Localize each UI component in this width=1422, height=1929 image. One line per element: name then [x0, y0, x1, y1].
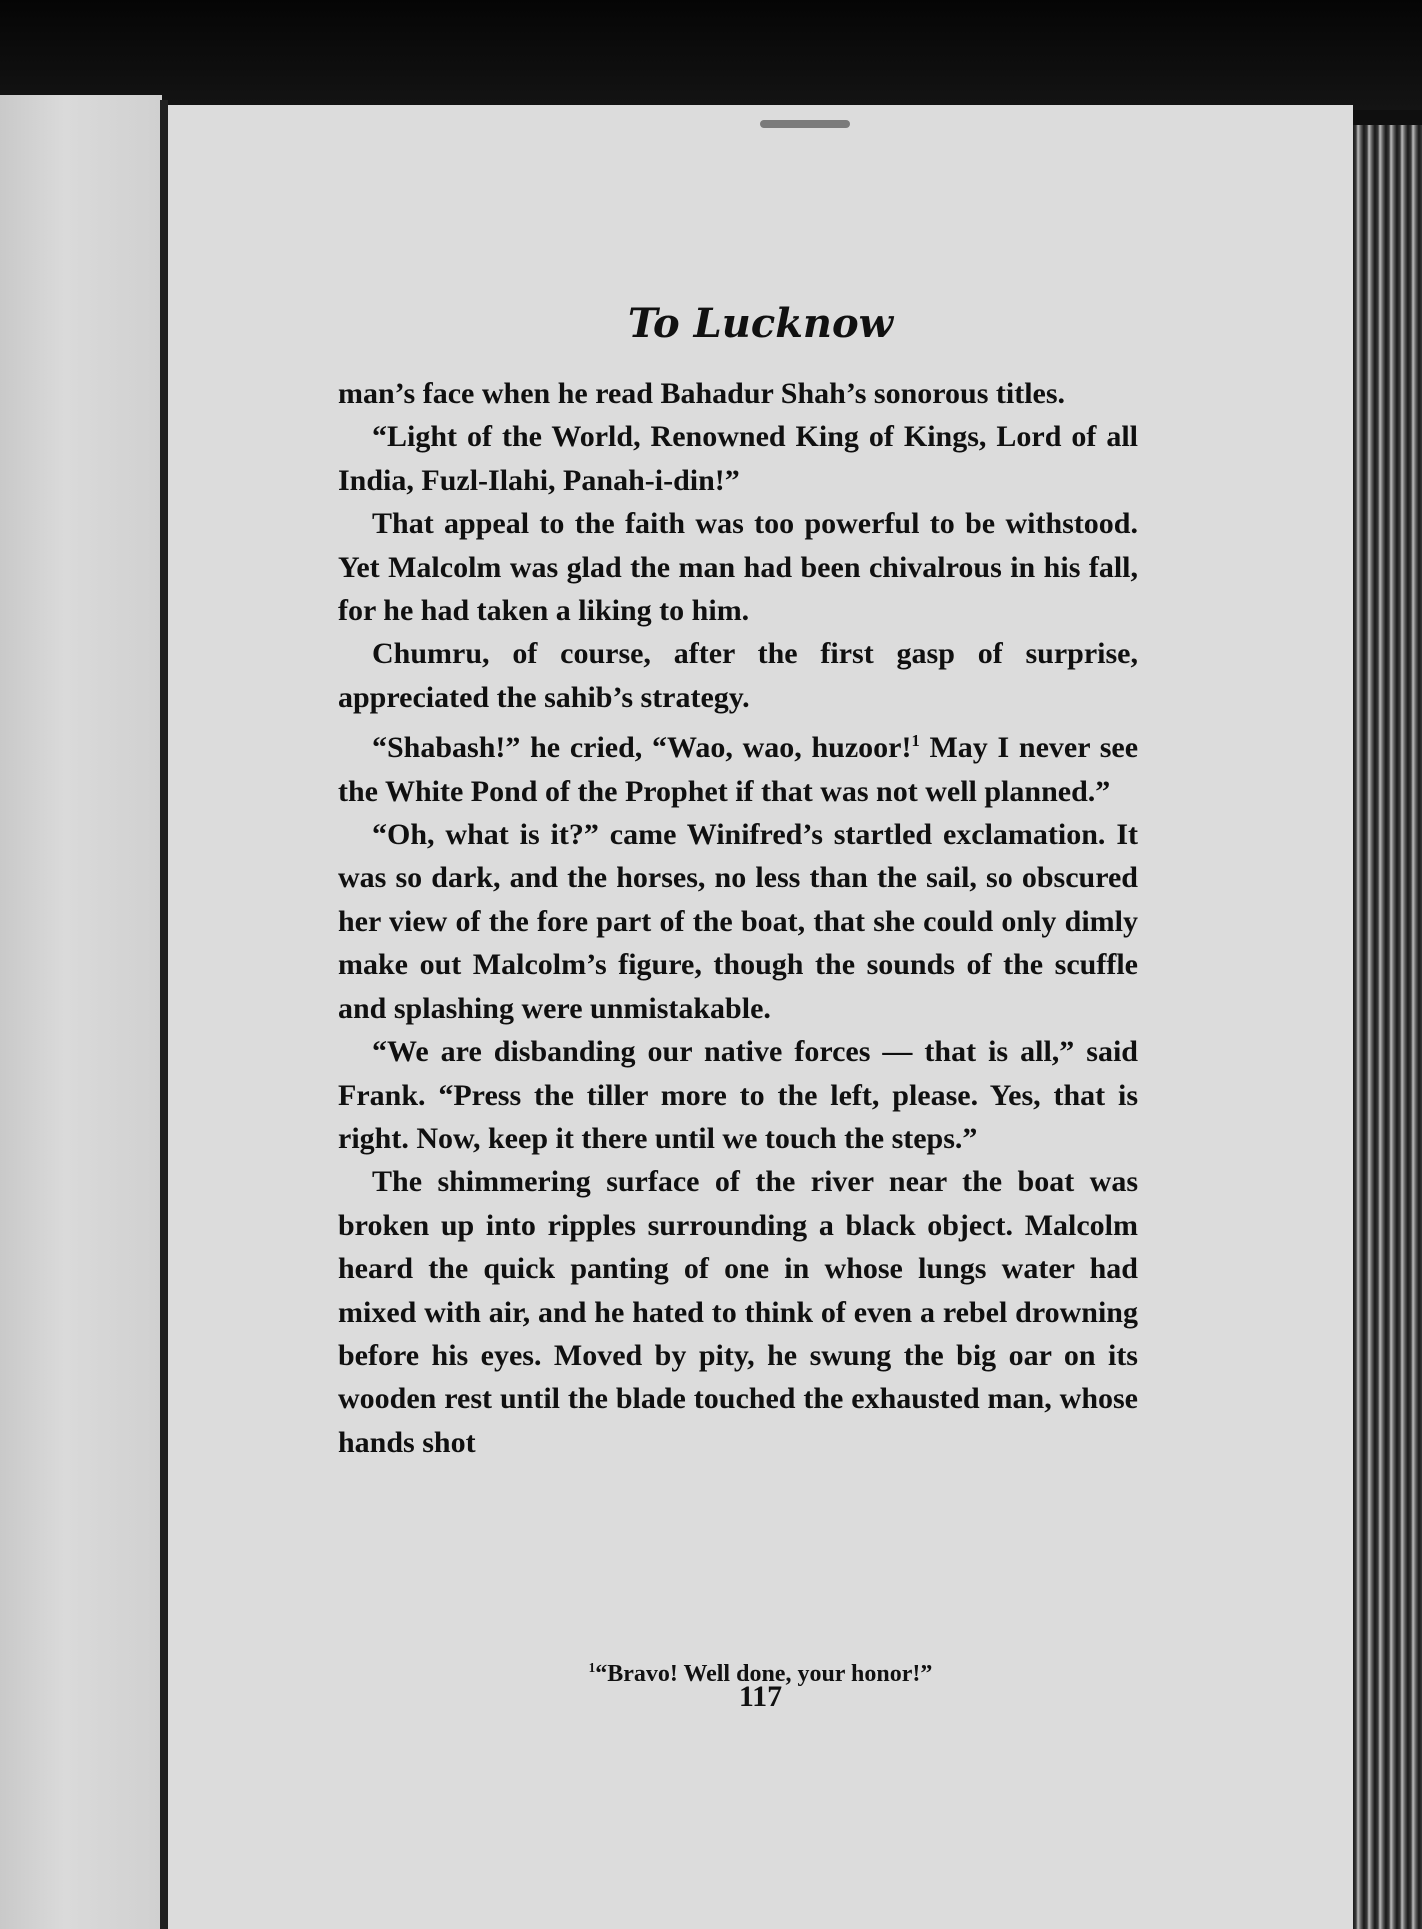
page-edges	[1353, 125, 1422, 1929]
paragraph: Chumru, of course, after the first gasp of surprise, appreciated the sahib’s strategy.	[338, 637, 1138, 714]
ink-smudge	[760, 120, 850, 128]
body-text	[338, 372, 1138, 1464]
footnote-text: “Bravo! Well done, your honor!”	[595, 1661, 933, 1687]
paragraph: The shimmering surface of the river near the boat was broken up into ripples surrounding a black object. Malcolm heard the quick panting of one in whose lungs water had mixed with air, and he hated to think of even a rebel drowning before his eyes. Moved by pity, he swung the big oar on its wooden rest until the blade touched the exhausted man, whose hands shot	[338, 1165, 1138, 1459]
paragraph: That appeal to the faith was too powerful to be withstood. Yet Malcolm was glad the man had been chivalrous in his fall, for he had taken a liking to him.	[338, 507, 1138, 628]
page-number: 117	[738, 1680, 783, 1713]
paragraph-text: “Shabash!” he cried, “Wao, wao, huzoor!	[372, 731, 912, 765]
paragraph: “We are disbanding our native forces — that is all,” said Frank. “Press the tiller more to the left, please. Yes, that is right. Now, keep it there until we touch the steps.”	[338, 1035, 1138, 1155]
book-gutter	[160, 100, 168, 1929]
running-head: To Lucknow	[627, 300, 894, 347]
paragraph-text: May I never see the White Pond of the Prophet if that was not well planned.”	[338, 731, 1139, 808]
footnote-reference: 1	[911, 731, 920, 751]
paragraph-with-footnote	[338, 719, 1138, 813]
paragraph: “Oh, what is it?” came Winifred’s startled exclamation. It was so dark, and the horses, no less than the sail, so obscured her view of the fore part of the boat, that she could only dimly make out Malcolm’s figure, though the sounds of the scuffle and splashing were unmistakable.	[338, 818, 1138, 1025]
top-shadow	[0, 0, 1422, 110]
paragraph: man’s face when he read Bahadur Shah’s sonorous titles.	[338, 377, 1066, 410]
footnote-marker: 1	[588, 1660, 596, 1675]
paragraph: “Light of the World, Renowned King of Kings, Lord of all India, Fuzl-Ilahi, Panah-i-din!”	[338, 420, 1138, 497]
facing-page	[0, 95, 162, 1929]
